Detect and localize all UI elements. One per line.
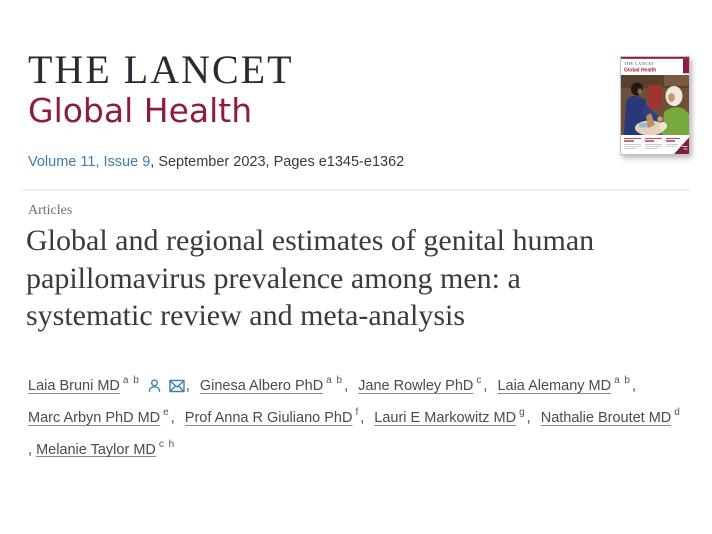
cover-journal-name: THE LANCET [624, 61, 655, 66]
author-sup: a b [326, 375, 344, 386]
author-sup: a b [122, 375, 140, 386]
author-post: , [185, 377, 190, 394]
cover-photo [621, 75, 689, 136]
author [185, 400, 364, 432]
article-title-line: systematic review and meta-analysis [26, 299, 466, 332]
author-icons [140, 372, 185, 400]
author-post: , [360, 409, 365, 426]
author-post: , [483, 377, 488, 394]
article-title [26, 222, 688, 335]
author-post: , [526, 409, 531, 426]
author-list [28, 368, 690, 463]
author [541, 400, 682, 432]
author [28, 368, 190, 400]
author-link[interactable]: Prof Anna R Giuliano PhD [184, 409, 353, 426]
article-title-line: papillomavirus prevalence among men: a [26, 261, 521, 295]
journal-subname: Global Health [28, 91, 253, 130]
author [200, 368, 348, 400]
journal-brand [28, 47, 294, 130]
author-post: , [344, 377, 349, 394]
envelope-icon[interactable] [169, 379, 185, 393]
author-link[interactable]: Lauri E Markowitz MD [374, 409, 517, 426]
author-sup: f [355, 406, 360, 418]
cover-footer [621, 135, 689, 154]
author-post: , [170, 409, 175, 426]
author-sup: a b [614, 375, 631, 386]
person-icon[interactable] [147, 378, 162, 393]
article-title-line: Global and regional estimates of genital human [26, 224, 595, 257]
issue-line [28, 153, 404, 172]
author [497, 368, 636, 400]
author [28, 432, 176, 464]
cover-journal-subname: Global Health [624, 67, 657, 74]
author-sup: g [519, 406, 526, 418]
issue-rest-text: , September 2023, Pages e1345-e1362 [150, 154, 405, 170]
section-label: Articles [28, 203, 73, 218]
author-link[interactable]: Laia Alemany MD [497, 377, 612, 394]
author-link[interactable]: Melanie Taylor MD [36, 441, 156, 458]
author-link[interactable]: Ginesa Albero PhD [199, 377, 324, 394]
issue-link[interactable]: Volume 11, Issue 9 [28, 154, 151, 170]
author-sup: c h [158, 438, 176, 450]
header-divider [23, 189, 690, 191]
author-link[interactable]: Jane Rowley PhD [358, 377, 474, 394]
author [358, 368, 487, 400]
journal-cover-art [620, 56, 690, 155]
author [374, 400, 530, 432]
journal-cover-thumbnail[interactable] [620, 56, 690, 155]
author-link[interactable]: Nathalie Broutet MD [540, 409, 672, 426]
author [28, 400, 175, 432]
author-sup: c [476, 375, 483, 386]
author-sup: e [163, 406, 170, 418]
author-sup: d [674, 406, 681, 418]
author-post: , [632, 377, 637, 394]
journal-name: THE LANCET [28, 47, 294, 92]
author-link[interactable]: Laia Bruni MD [28, 377, 120, 394]
author-link[interactable]: Marc Arbyn PhD MD [28, 409, 161, 426]
author-pre: , [28, 441, 37, 458]
